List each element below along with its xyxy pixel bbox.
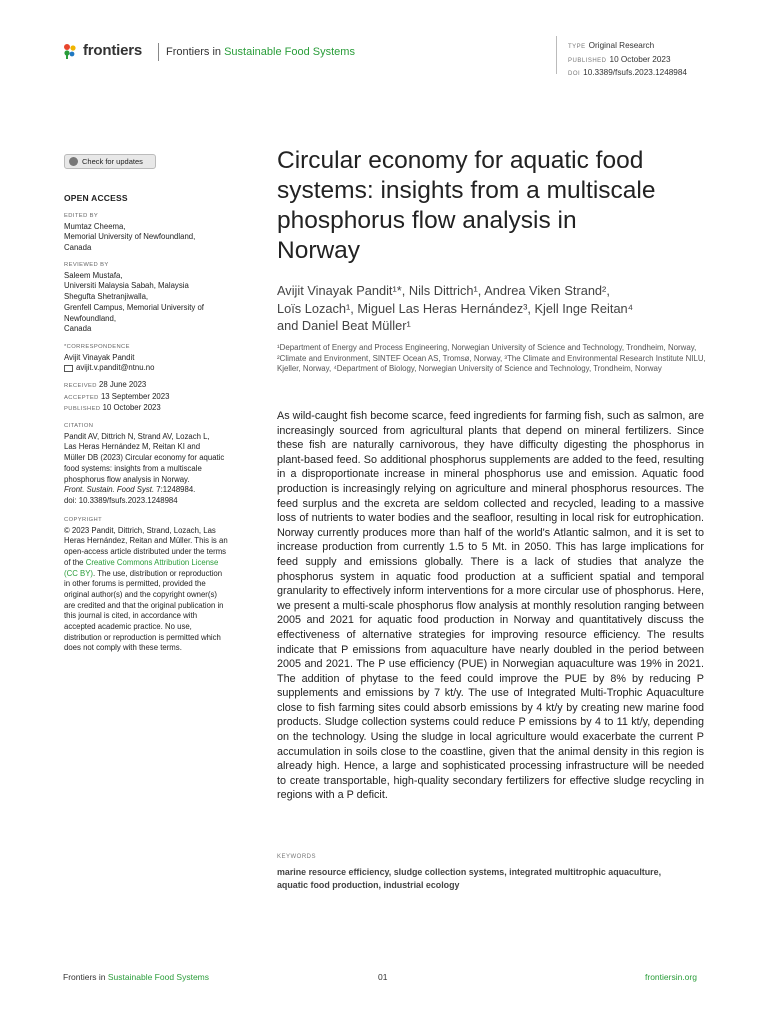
footer-journal-prefix: Frontiers in <box>63 972 106 982</box>
footer-journal-name: Sustainable Food Systems <box>107 972 209 982</box>
page-number: 01 <box>378 972 388 982</box>
published-label: PUBLISHED <box>568 57 607 64</box>
copyright-line: distribution or reproduction is permitted which <box>64 632 221 642</box>
citation-line: phosphorus flow analysis in Norway. <box>64 474 190 484</box>
journal-prefix: Frontiers in <box>166 46 222 58</box>
abstract-text: As wild-caught fish become scarce, feed ingredients for farming fish, such as salmon, are increasingly sourced from agricultural plants that depend on mineral fertilizers. Since these fish are naturally carnivorous, they have difficulty digesting the phosphorus in plant-based feed. So additional phosphorus supplements are added to the feed, resulting in a disproportionate increase in mineral phosphorus use and emission. Aquatic food production is increasingly relying on agriculture and mineral phosphorus resources. The feed surplus and the excreta are seldom collected and recycled, leading to a massive loss of nutrients to water bodies and the seafloor, resulting in local risk for eutrophication. Norway currently produces more than half of the world's Atlantic salmon, and it is set to increase production from currently 1.5 to 5 Mt. in 2050. This has large implications for feed supply and emissions globally. There is a lack of studies that analyze the phosphorus system in aquatic food production at a sufficient spatial and temporal granularity to effectively inform interventions for a more circular use of phosphorus. Here, we present a multi-scale phosphorus flow analysis at monthly resolution ranging between 2005 and 2021 for aquatic food production in Norway and quantitatively discuss the effectiveness of alternative strategies for improving resource efficiency. The results indicate that P emissions from aquaculture have nearly doubled in the period between 2005 and 2021. The P use efficiency (PUE) in Norwegian aquaculture was 19% in 2021. The addition of phytase to the feed could improve the PUE by 8% by reducing P supplements and emissions by 7 kt/y. The use of Integrated Multi-Trophic Aquaculture close to fish farming sites could absorb emissions by 4 kt/y by creating new marine food products. Sludge collection systems could reduce P emissions by 4 to 11 kt/y, depending on the technology. Using the sludge in local agriculture would exacerbate the current P accumulation in soils close to the coastline, given that the animal density in this region is already high. Hence, a large and sophisticated processing infrastructure will be needed to create transportable, high-quality secondary fertilizers for effective sludge recycling in regions with a P deficit. <box>277 410 704 802</box>
dates-block <box>64 380 264 415</box>
authors-line: and Daniel Beat Müller¹ <box>277 318 411 333</box>
published-side-value: 10 October 2023 <box>102 403 161 413</box>
copyright-line: this journal is cited, in accordance with <box>64 611 198 621</box>
reviewer-line: Universiti Malaysia Sabah, Malaysia <box>64 281 189 291</box>
editor-line: Mumtaz Cheema, <box>64 221 126 231</box>
reviewer-line: Canada <box>64 324 92 334</box>
title-line: Norway <box>277 237 361 264</box>
citation-volume: 7:1248984. <box>154 485 196 495</box>
citation-line: food systems: insights from a multiscale <box>64 463 202 473</box>
copyright-line: original author(s) and the copyright owner(s) <box>64 589 217 599</box>
keywords-list: marine resource efficiency, sludge collection systems, integrated multitrophic aquaculture, aquatic food production, industrial ecology <box>277 867 662 890</box>
footer-site-link[interactable]: frontiersin.org <box>645 972 697 982</box>
citation-line: Pandit AV, Dittrich N, Strand AV, Lozach L, <box>64 431 210 441</box>
copyright-line: are credited and that the original publication in <box>64 600 224 610</box>
check-updates-label: Check for updates <box>82 157 143 166</box>
authors-line: Avijit Vinayak Pandit¹*, Nils Dittrich¹, Andrea Viken Strand², <box>277 283 610 298</box>
copyright-line: . The use, distribution or reproduction <box>93 568 223 578</box>
reviewer-line: Newfoundland, <box>64 313 117 323</box>
copyright-line: in other forums is permitted, provided the <box>64 579 206 589</box>
doi-label: DOI <box>568 71 581 77</box>
copyright-line: © 2023 Pandit, Dittrich, Strand, Lozach, Las <box>64 525 216 535</box>
type-label: TYPE <box>568 44 586 50</box>
open-access-label: OPEN ACCESS <box>64 193 128 203</box>
copyright-line: of the <box>64 557 86 567</box>
title-line: phosphorus flow analysis in <box>277 207 577 234</box>
correspondence-email[interactable]: avijit.v.pandit@ntnu.no <box>76 363 155 373</box>
brand-name: frontiers <box>83 42 143 59</box>
article-meta <box>568 40 687 81</box>
reviewed-by-label: REVIEWED BY <box>64 262 109 268</box>
edited-by-block <box>64 211 264 254</box>
meta-divider <box>556 36 557 74</box>
doi-value[interactable]: 10.3389/fsufs.2023.1248984 <box>583 68 687 77</box>
type-value: Original Research <box>588 41 655 50</box>
frontiers-logo-icon <box>63 43 77 59</box>
copyright-line: does not comply with these terms. <box>64 643 182 653</box>
affiliations: ¹Department of Energy and Process Engineering, Norwegian University of Science and Technology, Trondheim, Norway, ²Climate and Environment, SINTEF Ocean AS, Tromsø, Norway, ³The Climate and Environmental Research Institute NILU, Kjeller, Norway, ⁴Department of Biology, Norwegian University of Science and Technology, Trondheim, Norway <box>277 343 706 374</box>
license-link-short[interactable]: (CC BY) <box>64 568 94 578</box>
citation-doi[interactable]: doi: 10.3389/fsufs.2023.1248984 <box>64 495 178 505</box>
footer-journal[interactable] <box>63 972 209 982</box>
check-updates-button[interactable] <box>64 154 156 169</box>
copyright-label: COPYRIGHT <box>64 517 103 523</box>
copyright-line: Heras Hernández, Reitan and Müller. This is an <box>64 536 228 546</box>
citation-line: Müller DB (2023) Circular economy for aquatic <box>64 453 225 463</box>
journal-title: Sustainable Food Systems <box>224 46 355 58</box>
accepted-value: 13 September 2023 <box>100 391 170 401</box>
citation-label: CITATION <box>64 423 94 429</box>
keywords-label: KEYWORDS <box>277 854 317 860</box>
correspondence-name: Avijit Vinayak Pandit <box>64 352 135 362</box>
editor-line: Canada <box>64 243 92 253</box>
correspondence-block <box>64 342 264 374</box>
reviewer-line: Grenfell Campus, Memorial University of <box>64 302 204 312</box>
copyright-line: open-access article distributed under the terms <box>64 547 227 557</box>
header-divider <box>158 43 159 61</box>
copyright-block <box>64 515 264 654</box>
check-updates-icon <box>69 157 78 166</box>
title-line: systems: insights from a multiscale <box>277 177 656 204</box>
citation-journal: Front. Sustain. Food Syst. <box>64 485 155 495</box>
edited-by-label: EDITED BY <box>64 213 99 219</box>
authors-line: Loïs Lozach¹, Miguel Las Heras Hernández³, Kjell Inge Reitan⁴ <box>277 300 634 316</box>
article-title <box>277 146 717 266</box>
license-link[interactable]: Creative Commons Attribution License <box>85 557 219 567</box>
reviewer-line: Saleem Mustafa, <box>64 270 123 280</box>
citation-line: Las Heras Hernández M, Reitan KI and <box>64 442 201 452</box>
author-list <box>277 282 707 335</box>
journal-name[interactable] <box>166 46 355 58</box>
correspondence-label: *CORRESPONDENCE <box>64 344 130 350</box>
received-label: RECEIVED <box>64 383 97 389</box>
frontiers-logo[interactable] <box>63 42 142 59</box>
mail-icon <box>64 365 73 372</box>
citation-block <box>64 421 264 507</box>
reviewed-by-block <box>64 260 264 335</box>
published-side-label: PUBLISHED <box>64 406 101 413</box>
title-line: Circular economy for aquatic food <box>277 147 644 174</box>
published-value: 10 October 2023 <box>609 54 671 64</box>
received-value: 28 June 2023 <box>99 380 147 389</box>
accepted-label: ACCEPTED <box>64 394 99 401</box>
reviewer-line: Shegufta Shetranjiwalla, <box>64 292 149 302</box>
copyright-line: accepted academic practice. No use, <box>64 622 192 632</box>
editor-line: Memorial University of Newfoundland, <box>64 232 196 242</box>
